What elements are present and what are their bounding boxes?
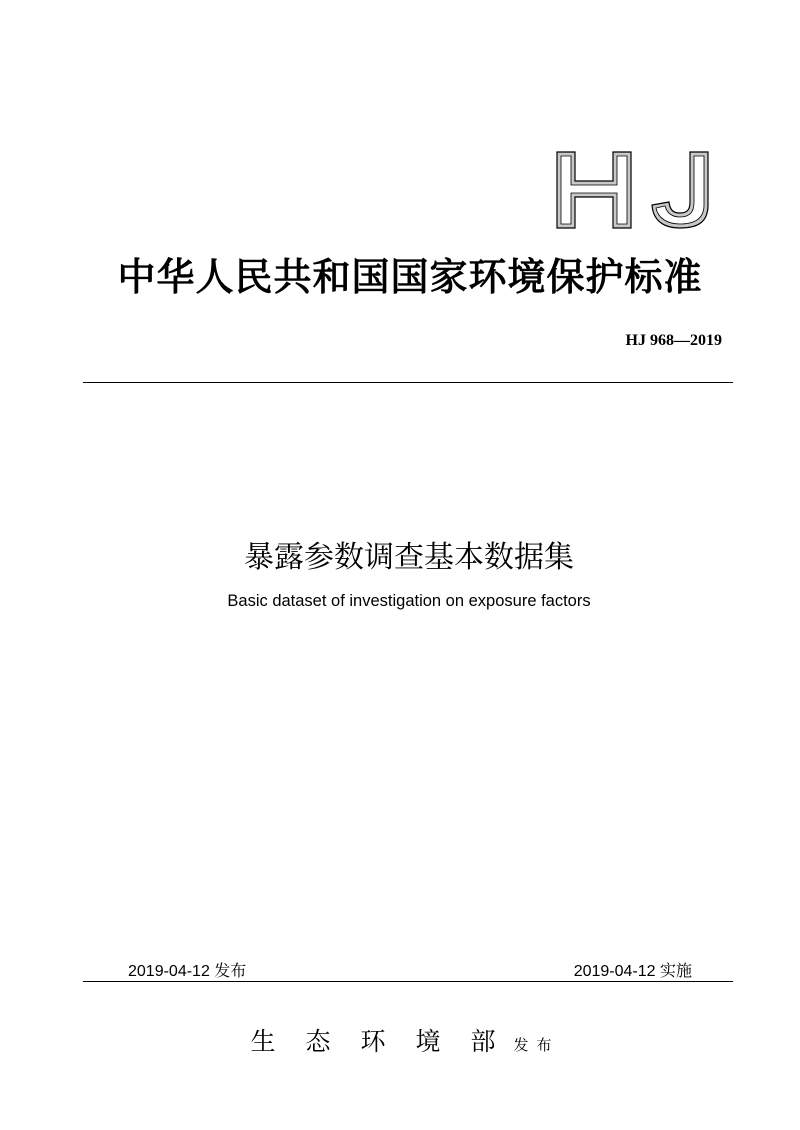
- publisher-action: 发布: [513, 1036, 560, 1054]
- bottom-divider: [83, 981, 733, 982]
- hj-logo: [555, 150, 720, 230]
- publisher-line: [0, 1022, 800, 1058]
- standard-code: HJ 968—2019: [625, 332, 722, 349]
- top-divider: [83, 382, 733, 383]
- document-title-en: Basic dataset of investigation on exposure factors: [227, 592, 591, 610]
- issue-date: 2019-04-12 发布: [128, 963, 247, 980]
- document-title-cn: 暴露参数调查基本数据集: [244, 540, 574, 575]
- implementation-date: 2019-04-12 实施: [573, 963, 692, 980]
- standard-title: 中华人民共和国国家环境保护标准: [117, 254, 703, 299]
- publisher-organization: 生态环境部: [250, 1027, 526, 1056]
